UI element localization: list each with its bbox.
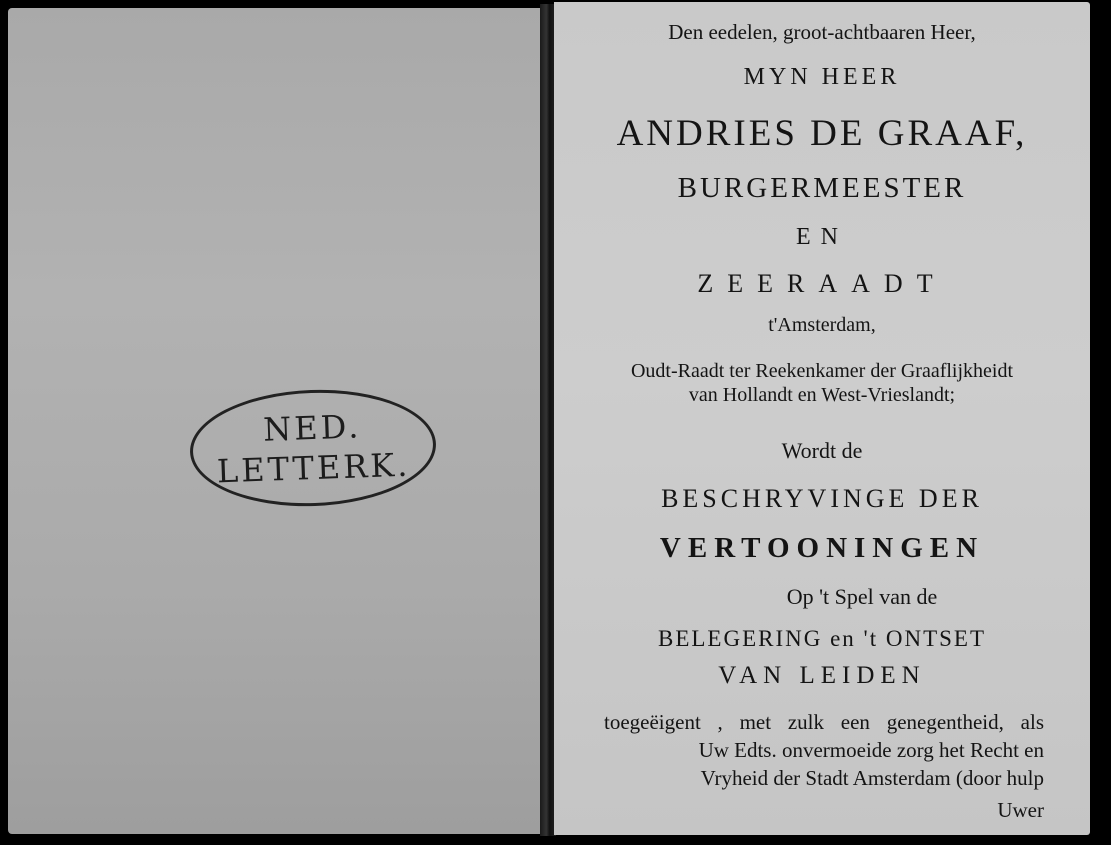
office-burgermeester: BURGERMEESTER <box>677 172 967 204</box>
stamp-line-1: NED. <box>262 407 362 449</box>
dedicatee-name: ANDRIES DE GRAAF, <box>616 113 1028 154</box>
dedication-opening: Den eedelen, groot-achtbaaren Heer, <box>668 20 976 44</box>
stamp-line-2: LETTERK. <box>216 445 412 491</box>
library-stamp <box>188 386 438 511</box>
work-title-1: BESCHRYVINGE DER <box>661 484 983 513</box>
office-zeeraadt: ZEERAADT <box>697 269 947 298</box>
office-line-1: Oudt-Raadt ter Reekenkamer der Graaflijkheidt <box>630 360 1014 382</box>
salutation: MYN HEER <box>743 64 901 90</box>
catchword: Uwer <box>997 798 1044 822</box>
left-page <box>8 8 542 834</box>
work-title-3: Op 't Spel van de <box>786 584 938 609</box>
verb-line: Wordt de <box>781 438 863 463</box>
body-line-2: Uw Edts. onvermoeide zorg het Recht en <box>698 738 1044 762</box>
office-line-2: van Hollandt en West-Vrieslandt; <box>688 384 956 406</box>
body-line-3: Vryheid der Stadt Amsterdam (door hulp <box>700 766 1044 790</box>
right-page <box>554 2 1090 835</box>
work-title-2: VERTOONINGEN <box>659 532 985 564</box>
conjunction-en: EN <box>796 224 848 250</box>
work-title-5: VAN LEIDEN <box>718 662 926 689</box>
work-title-4: BELEGERING en 't ONTSET <box>657 626 987 651</box>
city-name: t'Amsterdam, <box>768 314 876 336</box>
body-line-1: toegeëigent , met zulk een genegentheid, als <box>604 710 1044 734</box>
